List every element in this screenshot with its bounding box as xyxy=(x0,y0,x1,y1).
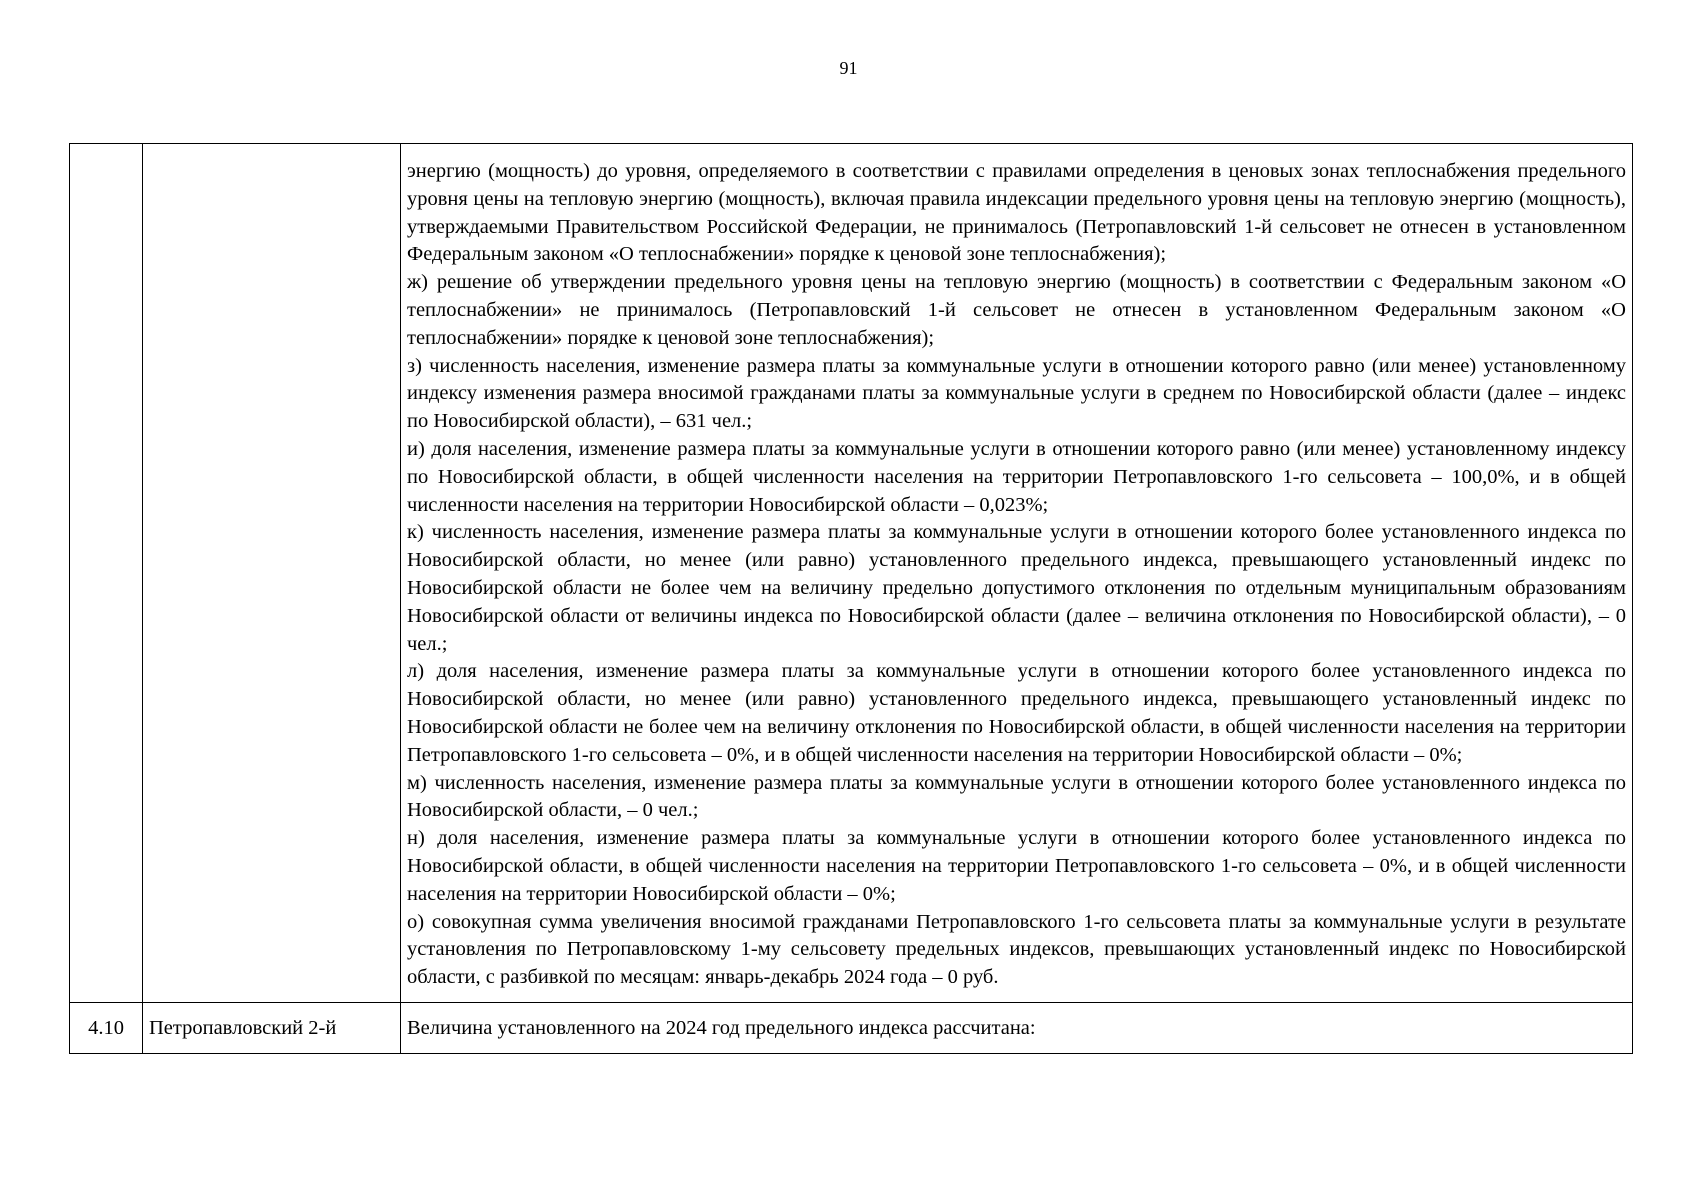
row-number-cell xyxy=(70,144,143,1003)
table-row xyxy=(70,1002,1633,1053)
data-table xyxy=(69,143,1633,1054)
paragraph: энергию (мощность) до уровня, определяемого в соответствии с правилами определения в ценовых зонах теплоснабжения предельного уровня цены на тепловую энергию (мощность), включая правила индексации предельного уровня цены на тепловую энергию (мощность), утверждаемыми Правительством Российской Федерации, не принималось (Петропавловский 1-й сельсовет не отнесен в установленном Федеральным законом «О теплоснабжении» порядке к ценовой зоне теплоснабжения); xyxy=(407,160,1626,266)
municipality-name-cell: Петропавловский 2-й xyxy=(143,1002,401,1053)
paragraph: л) доля населения, изменение размера платы за коммунальные услуги в отношении которого более установленного индекса по Новосибирской области, но менее (или равно) установленного предельного индекса, превышающего установленный индекс по Новосибирской области не более чем на величину отклонения по Новосибирской области, в общей численности населения на территории Петропавловского 1-го сельсовета – 0%, и в общей численности населения на территории Новосибирской области – 0%; xyxy=(407,660,1626,766)
paragraph: з) численность населения, изменение размера платы за коммунальные услуги в отношении которого равно (или менее) установленному индексу изменения размера вносимой гражданами платы за коммунальные услуги в среднем по Новосибирской области (далее – индекс по Новосибирской области), – 631 чел.; xyxy=(407,354,1626,433)
paragraph: и) доля населения, изменение размера платы за коммунальные услуги в отношении которого равно (или менее) установленному индексу по Новосибирской области, в общей численности населения на территории Петропавловского 1-го сельсовета – 100,0%, и в общей численности населения на территории Новосибирской области – 0,023%; xyxy=(407,437,1626,516)
paragraph: Величина установленного на 2024 год предельного индекса рассчитана: xyxy=(407,1016,1036,1039)
row-number-cell: 4.10 xyxy=(70,1002,143,1053)
paragraph: ж) решение об утверждении предельного уровня цены на тепловую энергию (мощность) в соответствии с Федеральным законом «О теплоснабжении» не принималось (Петропавловский 1-й сельсовет не отнесен в установленном Федеральным законом «О теплоснабжении» порядке к ценовой зоне теплоснабжения); xyxy=(407,271,1626,349)
paragraph: н) доля населения, изменение размера платы за коммунальные услуги в отношении которого более установленного индекса по Новосибирской области, в общей численности населения на территории Петропавловского 1-го сельсовета – 0%, и в общей численности населения на территории Новосибирской области – 0%; xyxy=(407,827,1626,905)
description-cell xyxy=(401,1002,1633,1053)
paragraph: к) численность населения, изменение размера платы за коммунальные услуги в отношении которого более установленного индекса по Новосибирской области, но менее (или равно) установленного предельного индекса, превышающего установленный индекс по Новосибирской области не более чем на величину предельно допустимого отклонения по отдельным муниципальным образованиям Новосибирской области от величины индекса по Новосибирской области (далее – величина отклонения по Новосибирской области), – 0 чел.; xyxy=(407,521,1626,655)
page-number: 91 xyxy=(839,58,858,78)
municipality-name-cell xyxy=(143,144,401,1003)
table-row xyxy=(70,144,1633,1003)
paragraph: о) совокупная сумма увеличения вносимой гражданами Петропавловского 1-го сельсовета платы за коммунальные услуги в результате установления по Петропавловскому 1-му сельсовету предельных индексов, превышающих установленный индекс по Новосибирской области, с разбивкой по месяцам: январь-декабрь 2024 года – 0 руб. xyxy=(407,910,1626,989)
paragraph: м) численность населения, изменение размера платы за коммунальные услуги в отношении которого более установленного индекса по Новосибирской области, – 0 чел.; xyxy=(407,771,1626,822)
description-cell xyxy=(401,144,1633,1003)
